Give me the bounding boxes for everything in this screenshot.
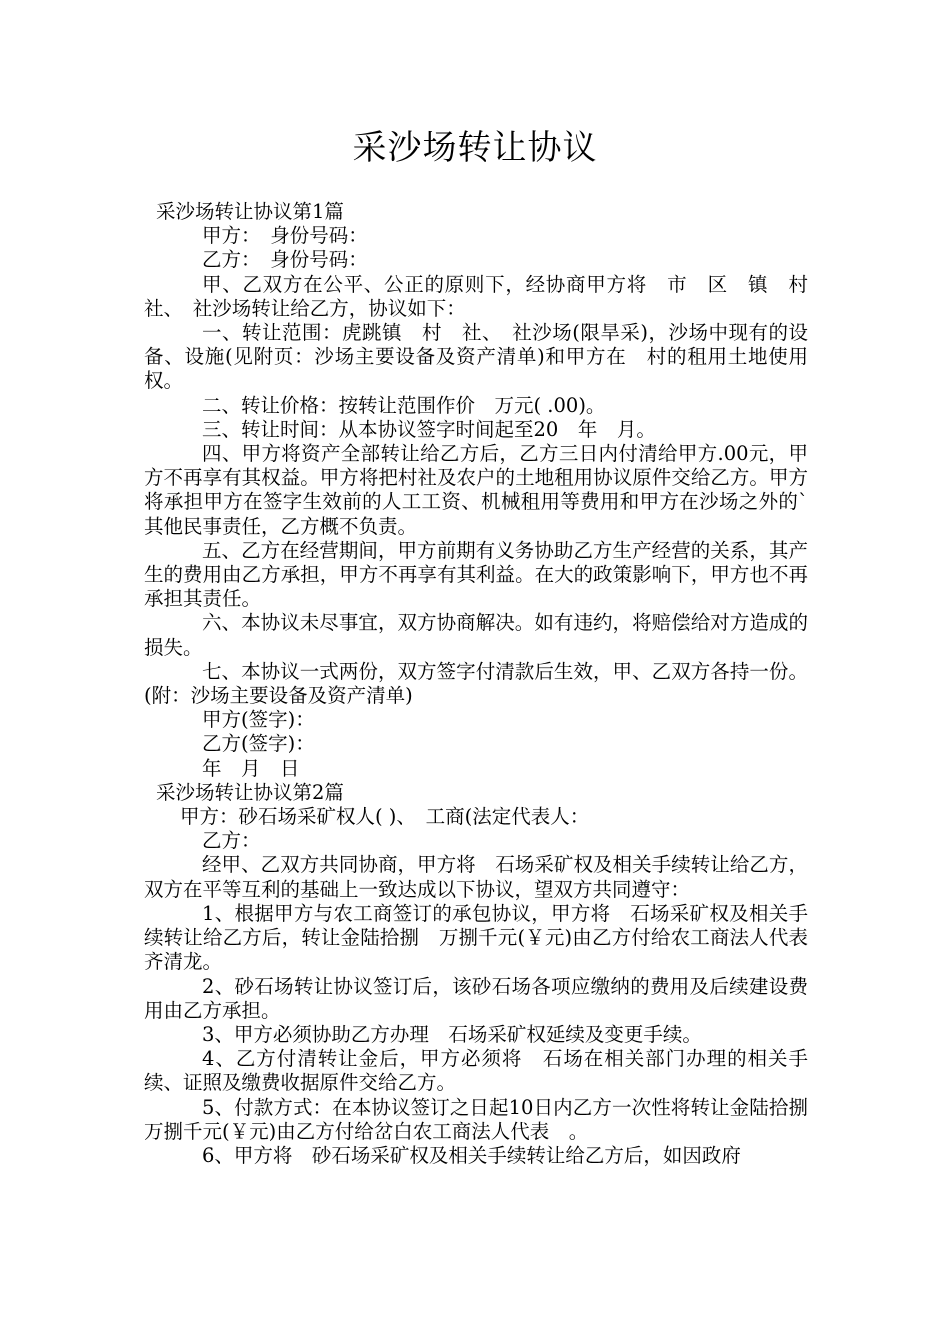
clause: 七、本协议一式两份，双方签字付清款后生效，甲、乙双方各持一份。(附：沙场主要设备及资产清单) [144,659,808,708]
date-line: 年 月 日 [202,756,300,780]
clause: 二、转让价格：按转让范围作价 万元( .00)。 [202,393,606,417]
signature-a: 甲方(签字)： [202,708,315,732]
document-body [144,200,828,1168]
clause: 五、乙方在经营期间，甲方前期有义务协助乙方生产经营的关系，其产生的费用由乙方承担，甲方不再享有其利益。在大的政策影响下，甲方也不再承担其责任。 [144,538,808,611]
party-b-line: 乙方： [202,829,261,853]
section-heading: 采沙场转让协议第2篇 [156,780,344,804]
clause: 六、本协议未尽事宜，双方协商解决。如有违约，将赔偿给对方造成的损失。 [144,611,808,659]
clause: 2、砂石场转让协议签订后，该砂石场各项应缴纳的费用及后续建设费用由乙方承担。 [144,974,808,1022]
party-a-line: 甲方： 身份号码： [202,224,368,248]
signature-b: 乙方(签字)： [202,732,315,756]
document-title: 采沙场转让协议 [352,128,598,168]
paragraph: 经甲、乙双方共同协商，甲方将 石场采矿权及相关手续转让给乙方，双方在平等互利的基础上一致达成以下协议，望双方共同遵守： [144,853,808,901]
section-heading: 采沙场转让协议第1篇 [156,200,344,223]
clause: 5、付款方式：在本协议签订之日起10日内乙方一次性将转让金陆拾捌万捌千元(￥元)由乙方付给岔白农工商法人代表 。 [144,1095,808,1143]
paragraph: 甲、乙双方在公平、公正的原则下，经协商甲方将 市 区 镇 村 社、 社沙场转让给乙方，协议如下： [144,272,828,320]
party-b-line: 乙方： 身份号码： [202,248,368,272]
clause: 3、甲方必须协助乙方办理 石场采矿权延续及变更手续。 [202,1022,702,1046]
clause: 6、甲方将 砂石场采矿权及相关手续转让给乙方后，如因政府 [202,1143,741,1167]
clause: 四、甲方将资产全部转让给乙方后，乙方三日内付清给甲方.00元，甲方不再享有其权益。甲方将把村社及农户的土地租用协议原件交给乙方。甲方将承担甲方在签字生效前的人工工资、机械租用等费用和甲方在沙场之外的`其他民事责任，乙方概不负责。 [144,442,808,538]
party-a-line: 甲方：砂石场采矿权人( )、 工商(法定代表人： [180,805,590,829]
clause: 三、转让时间：从本协议签字时间起至20 年 月。 [202,417,656,441]
clause: 一、转让范围：虎跳镇 村 社、 社沙场(限旱采)，沙场中现有的设备、设施(见附页：沙场主要设备及资产清单)和甲方在 村的租用土地使用权。 [144,321,808,393]
clause: 1、根据甲方与农工商签订的承包协议，甲方将 石场采矿权及相关手续转让给乙方后，转让金陆拾捌 万捌千元(￥元)由乙方付给农工商法人代表齐清龙。 [144,901,808,974]
clause: 4、乙方付清转让金后，甲方必须将 石场在相关部门办理的相关手续、证照及缴费收据原件交给乙方。 [144,1047,808,1095]
